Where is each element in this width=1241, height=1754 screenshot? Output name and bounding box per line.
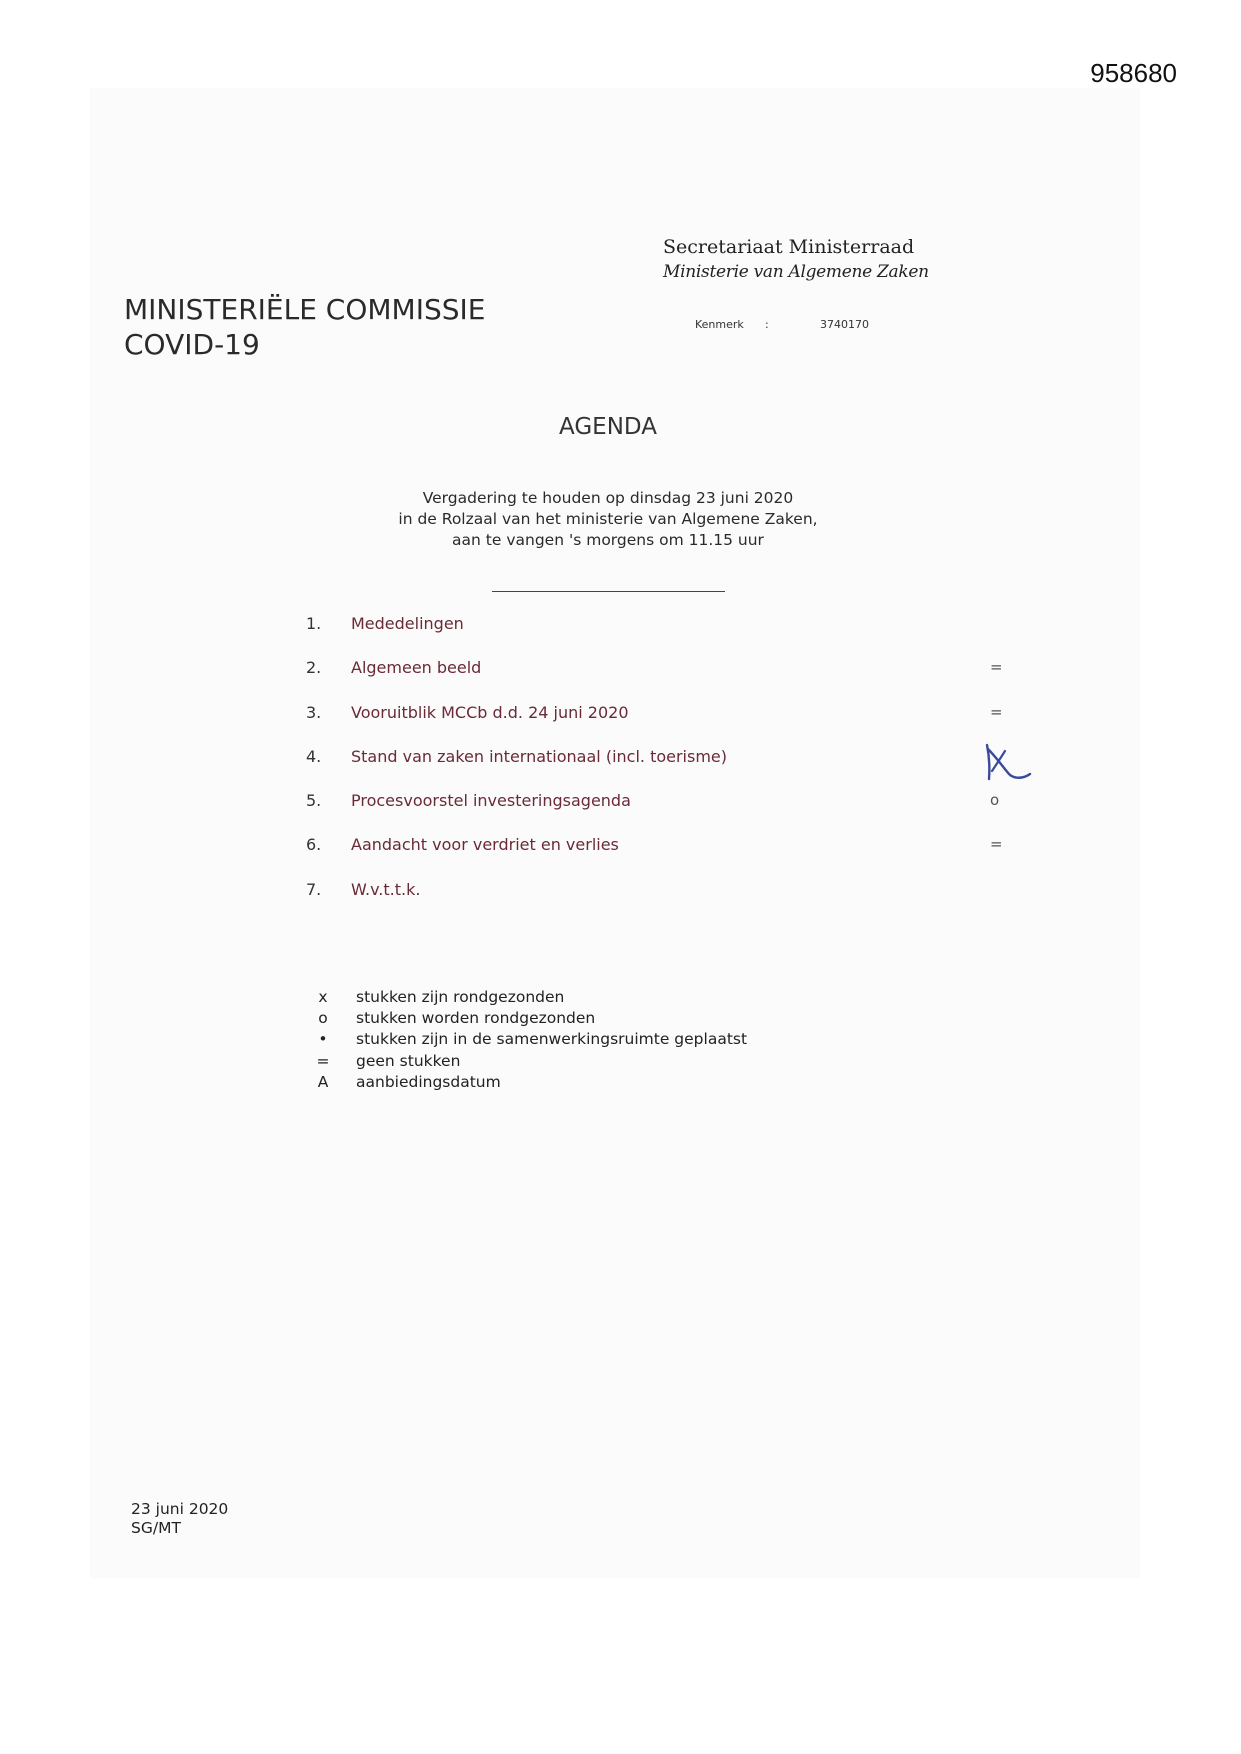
- footer-date: 23 juni 2020: [131, 1500, 229, 1518]
- meeting-line-2: in de Rolzaal van het ministerie van Algemene Zaken,: [398, 510, 818, 528]
- agenda-item-text: Procesvoorstel investeringsagenda: [351, 791, 631, 811]
- reference-block: [695, 318, 869, 331]
- legend-description: stukken worden rondgezonden: [356, 1009, 596, 1028]
- agenda-item-number: 3.: [306, 702, 322, 722]
- agenda-item: [300, 703, 1060, 747]
- legend-symbol: =: [316, 1051, 330, 1070]
- agenda-item: [300, 835, 1060, 879]
- agenda-item: [300, 747, 1060, 791]
- agenda-item-status: =: [990, 658, 1003, 677]
- divider: [492, 591, 725, 592]
- agenda-item-number: 5.: [306, 791, 322, 811]
- legend-description: stukken zijn in de samenwerkingsruimte geplaatst: [356, 1030, 748, 1049]
- reference-value: 3740170: [820, 318, 869, 331]
- agenda-item-status: o: [990, 791, 1000, 810]
- reference-separator: :: [765, 318, 769, 331]
- meeting-details: [0, 488, 1216, 551]
- agenda-item: [300, 880, 1060, 924]
- agenda-item-text: W.v.t.t.k.: [351, 879, 421, 899]
- page-title: AGENDA: [559, 414, 657, 440]
- agenda-item-number: 1.: [306, 614, 322, 633]
- agenda-item-number: 2.: [306, 658, 322, 678]
- legend-symbol: A: [317, 1072, 329, 1091]
- meeting-line-1: Vergadering te houden op dinsdag 23 juni 2020: [422, 489, 794, 507]
- legend-symbol: o: [318, 1009, 328, 1028]
- agenda-item: [300, 791, 1060, 835]
- sender-name: Secretariaat Ministerraad: [663, 236, 915, 258]
- agenda-item-text: Stand van zaken internationaal (incl. toerisme): [351, 746, 727, 766]
- agenda-item-text: Mededelingen: [351, 614, 464, 633]
- legend-symbol: •: [318, 1030, 328, 1049]
- agenda-item-text: Aandacht voor verdriet en verlies: [351, 835, 619, 855]
- agenda-list: [300, 614, 1060, 924]
- footer: [131, 1500, 228, 1538]
- legend-description: stukken zijn rondgezonden: [356, 988, 565, 1006]
- agenda-item-number: 4.: [306, 746, 322, 766]
- sender-block: [663, 234, 929, 284]
- legend-symbol: x: [318, 988, 328, 1006]
- commission-line-1: MINISTERIËLE COMMISSIE: [124, 293, 486, 326]
- agenda-item: [300, 658, 1060, 702]
- agenda-item-status: =: [990, 702, 1003, 721]
- handwritten-x-mark-icon: [983, 741, 1035, 789]
- agenda-item-number: 7.: [306, 879, 322, 899]
- legend-description: geen stukken: [356, 1051, 461, 1070]
- meeting-line-3: aan te vangen 's morgens om 11.15 uur: [452, 531, 764, 549]
- agenda-item-text: Algemeen beeld: [351, 658, 482, 678]
- agenda-item-text: Vooruitblik MCCb d.d. 24 juni 2020: [351, 702, 629, 722]
- agenda-item-number: 6.: [306, 835, 322, 855]
- legend-description: aanbiedingsdatum: [356, 1072, 501, 1091]
- footer-code: SG/MT: [131, 1519, 181, 1537]
- document-number: 958680: [1090, 58, 1177, 88]
- agenda-item: [300, 614, 1060, 658]
- reference-label: Kenmerk: [695, 318, 744, 331]
- commission-line-2: COVID-19: [124, 328, 260, 361]
- sender-ministry: Ministerie van Algemene Zaken: [663, 262, 929, 282]
- commission-title: [124, 292, 485, 362]
- agenda-item-status: =: [990, 835, 1003, 854]
